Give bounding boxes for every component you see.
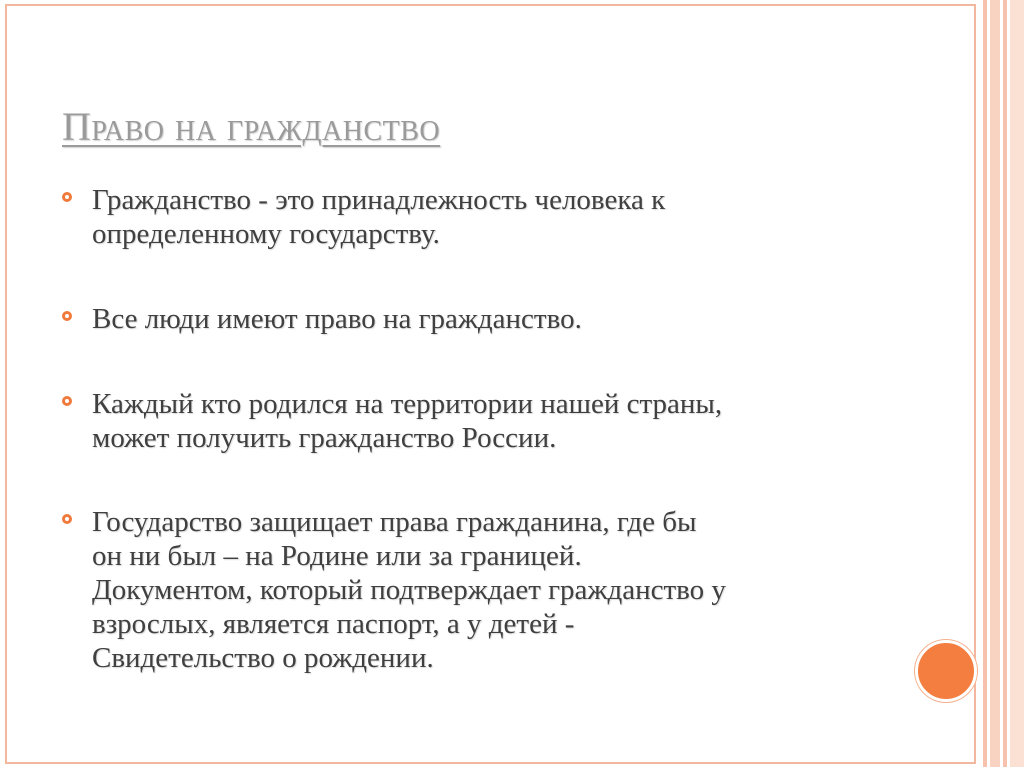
bullet-ring-icon: [62, 514, 72, 524]
bullet-item: [60, 505, 920, 675]
slide-title: Право на гражданство: [62, 104, 441, 149]
bullet-item: [60, 302, 920, 336]
bullet-text: Гражданство - это принадлежность человека к определенному государству.: [92, 184, 666, 250]
decor-circle: [915, 640, 977, 702]
bullet-ring-icon: [62, 396, 72, 406]
bullet-text: Государство защищает права гражданина, где бы он ни был – на Родине или за границей. Документом, который подтверждает гражданство у взрослых, является паспорт, а у детей - Свидетельство о рождении.: [92, 506, 726, 674]
decor-stripe: [1003, 0, 1007, 767]
decor-stripe: [990, 0, 1000, 767]
decor-stripe: [1010, 0, 1024, 767]
bullet-text: Каждый кто родился на территории нашей страны, может получить гражданство России.: [92, 388, 723, 454]
bullet-item: [60, 387, 920, 455]
bullet-item: [60, 183, 920, 251]
bullet-ring-icon: [62, 311, 72, 321]
bullet-ring-icon: [62, 192, 72, 202]
decor-stripe: [983, 0, 987, 767]
bullet-text: Все люди имеют право на гражданство.: [92, 303, 582, 335]
